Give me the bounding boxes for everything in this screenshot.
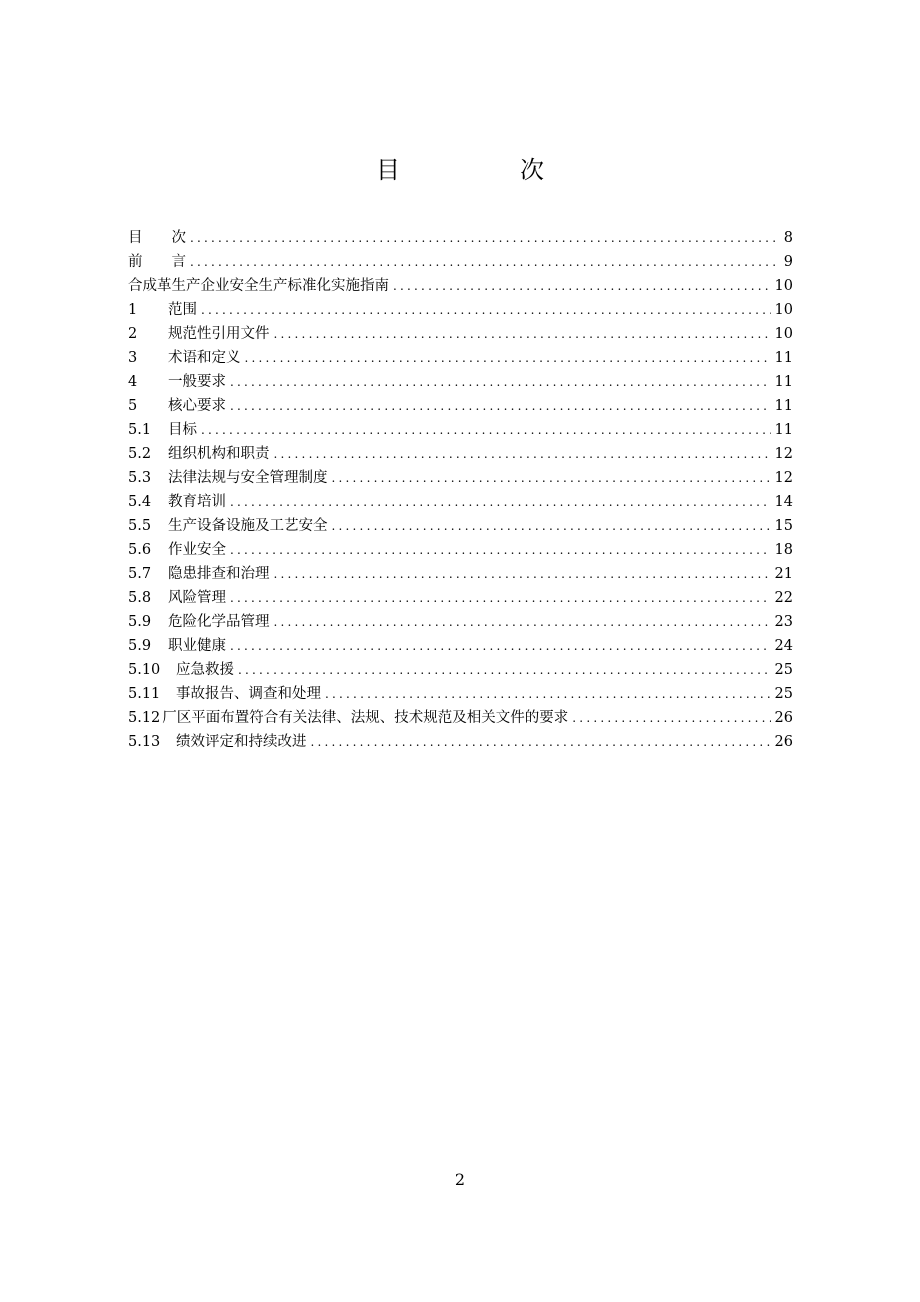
toc-entry-number: 5.9 <box>128 614 152 630</box>
toc-entry-page: 10 <box>774 302 793 318</box>
toc-entry-label: 合成革生产企业安全生产标准化实施指南 <box>128 278 389 294</box>
toc-entry-page: 11 <box>774 374 793 390</box>
toc-entry[interactable] <box>128 610 793 634</box>
toc-entry-page: 18 <box>774 542 793 558</box>
toc-leader <box>230 543 771 557</box>
toc-entry[interactable] <box>128 442 793 466</box>
toc-leader <box>325 687 771 701</box>
toc-entry-number: 5 <box>128 398 138 414</box>
toc-leader <box>201 423 771 437</box>
toc-entry-label: 术语和定义 <box>168 350 241 366</box>
toc-entry-number: 5.6 <box>128 542 152 558</box>
toc-entry-label: 生产设备设施及工艺安全 <box>168 518 328 534</box>
toc-leader <box>230 639 771 653</box>
toc-entry-page: 10 <box>774 326 793 342</box>
toc-entry-label: 一般要求 <box>168 374 226 390</box>
toc-entry-label: 核心要求 <box>168 398 226 414</box>
page-title: 目 次 <box>376 156 592 184</box>
toc-entry-page: 10 <box>774 278 793 294</box>
toc-entry[interactable] <box>128 658 793 682</box>
toc-entry-page: 22 <box>774 590 793 606</box>
toc-leader <box>332 471 771 485</box>
toc-entry-page: 9 <box>783 254 793 270</box>
toc-leader <box>230 375 771 389</box>
toc-entry[interactable] <box>128 274 793 298</box>
toc-leader <box>274 327 771 341</box>
toc-entry-page: 11 <box>774 398 793 414</box>
toc-entry-number: 5.12 <box>128 710 161 726</box>
toc-leader <box>393 279 771 293</box>
toc-entry-label: 作业安全 <box>168 542 226 558</box>
toc-leader <box>274 615 771 629</box>
toc-entry-page: 23 <box>774 614 793 630</box>
toc-entry-label: 目标 <box>168 422 197 438</box>
toc-entry-page: 11 <box>774 350 793 366</box>
toc-entry-label: 言 <box>171 254 186 270</box>
toc-entry[interactable] <box>128 706 793 730</box>
toc-leader <box>201 303 771 317</box>
toc-entry-label: 法律法规与安全管理制度 <box>168 470 328 486</box>
toc-entry[interactable] <box>128 226 793 250</box>
toc-entry-label: 前 <box>128 254 172 270</box>
toc-leader <box>230 399 771 413</box>
toc-leader <box>311 735 771 749</box>
toc-entry-label: 规范性引用文件 <box>168 326 270 342</box>
toc-entry[interactable] <box>128 346 793 370</box>
toc-entry-label: 隐患排查和治理 <box>168 566 270 582</box>
toc-entry[interactable] <box>128 322 793 346</box>
toc-entry-number: 5.10 <box>128 662 161 678</box>
toc-entry-number: 5.11 <box>128 686 161 702</box>
toc-leader <box>230 591 771 605</box>
toc-entry-page: 14 <box>774 494 793 510</box>
toc-leader <box>190 231 775 245</box>
toc-entry-page: 25 <box>774 686 793 702</box>
toc-entry-number: 5.5 <box>128 518 152 534</box>
toc-leader <box>238 663 771 677</box>
toc-leader <box>572 711 770 725</box>
toc-leader <box>332 519 771 533</box>
toc-entry-label: 厂区平面布置符合有关法律、法规、技术规范及相关文件的要求 <box>162 710 569 726</box>
toc-entry-page: 24 <box>774 638 793 654</box>
toc-entry[interactable] <box>128 634 793 658</box>
toc-entry-number: 5.4 <box>128 494 152 510</box>
page-number: 2 <box>454 1170 466 1189</box>
toc-leader <box>274 567 771 581</box>
toc-entry-page: 12 <box>774 446 793 462</box>
toc-entry-number: 5.8 <box>128 590 152 606</box>
toc-entry-page: 15 <box>774 518 793 534</box>
toc-entry-label: 职业健康 <box>168 638 226 654</box>
toc-entry-label: 教育培训 <box>168 494 226 510</box>
toc-entry-label: 危险化学品管理 <box>168 614 270 630</box>
toc-entry-number: 5.9 <box>128 638 152 654</box>
toc-entry-number: 5.7 <box>128 566 152 582</box>
toc-leader <box>274 447 771 461</box>
toc-entry[interactable] <box>128 394 793 418</box>
toc-entry[interactable] <box>128 370 793 394</box>
toc-entry-label: 范围 <box>168 302 197 318</box>
toc-entry-number: 1 <box>128 302 138 318</box>
toc-entry[interactable] <box>128 466 793 490</box>
toc-entry-number: 3 <box>128 350 138 366</box>
toc-entry-label: 应急救援 <box>176 662 234 678</box>
toc-entry-number: 2 <box>128 326 138 342</box>
toc-entry-page: 26 <box>774 710 793 726</box>
toc-entry-page: 26 <box>774 734 793 750</box>
toc-entry-number: 5.13 <box>128 734 161 750</box>
toc-entry-page: 12 <box>774 470 793 486</box>
toc-entry-number: 5.1 <box>128 422 152 438</box>
toc-entry[interactable] <box>128 250 793 274</box>
toc-entry-number: 4 <box>128 374 138 390</box>
toc-entry-label: 目 <box>128 230 172 246</box>
toc-entry[interactable] <box>128 586 793 610</box>
toc-entry-page: 8 <box>783 230 793 246</box>
table-of-contents <box>128 226 793 754</box>
toc-leader <box>190 255 775 269</box>
toc-entry-label: 组织机构和职责 <box>168 446 270 462</box>
toc-entry[interactable] <box>128 682 793 706</box>
toc-entry[interactable] <box>128 730 793 754</box>
toc-leader <box>245 351 771 365</box>
toc-entry[interactable] <box>128 538 793 562</box>
toc-entry-page: 25 <box>774 662 793 678</box>
toc-entry[interactable] <box>128 490 793 514</box>
toc-leader <box>230 495 771 509</box>
toc-entry-label: 风险管理 <box>168 590 226 606</box>
toc-entry[interactable] <box>128 514 793 538</box>
toc-entry[interactable] <box>128 562 793 586</box>
toc-entry-page: 21 <box>774 566 793 582</box>
toc-entry[interactable] <box>128 418 793 442</box>
toc-entry[interactable] <box>128 298 793 322</box>
toc-entry-label: 事故报告、调查和处理 <box>176 686 321 702</box>
toc-entry-label: 绩效评定和持续改进 <box>176 734 307 750</box>
toc-entry-page: 11 <box>774 422 793 438</box>
toc-entry-label: 次 <box>171 230 186 246</box>
toc-entry-number: 5.2 <box>128 446 152 462</box>
toc-entry-number: 5.3 <box>128 470 152 486</box>
